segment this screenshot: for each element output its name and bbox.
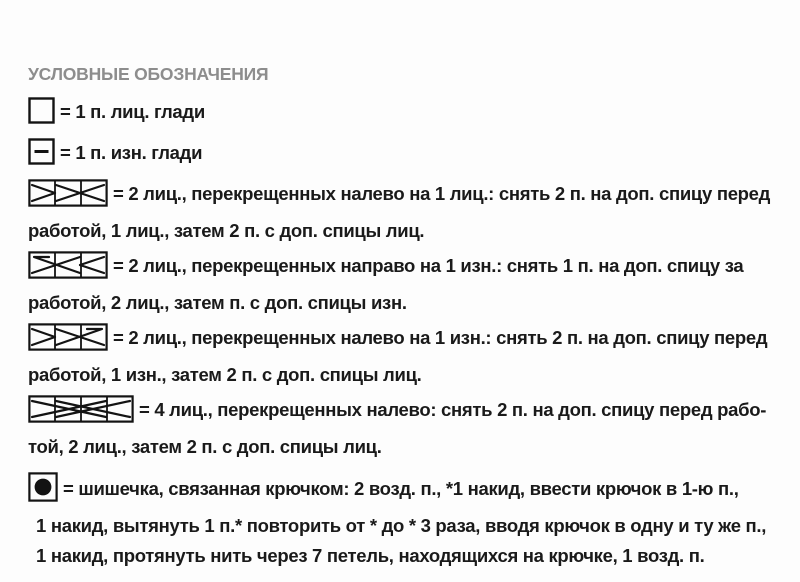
entry-line: 1 накид, вытянуть 1 п.* повторить от * до * 3 раза, вводя крючок в одну и ту же п., bbox=[36, 515, 767, 536]
entry-text: = 1 п. лиц. глади bbox=[60, 101, 205, 122]
entry-line bbox=[28, 251, 784, 288]
entry-line: работой, 1 лиц., затем 2 п. с доп. спицы лиц. bbox=[28, 220, 425, 241]
cable-4-left-icon bbox=[28, 395, 134, 432]
entry-line: 1 накид, протянуть нить через 7 петель, находящихся на крючке, 1 возд. п. bbox=[36, 545, 705, 566]
legend-entry-cable-2-left-knit bbox=[28, 179, 784, 246]
entry-text: = 1 п. изн. глади bbox=[60, 142, 203, 163]
entry-line bbox=[28, 323, 784, 360]
entry-line: той, 2 лиц., затем 2 п. с доп. спицы лиц. bbox=[28, 436, 382, 457]
entry-text: = 2 лиц., перекрещенных налево на 1 изн.: снять 2 п. на доп. спицу перед bbox=[113, 327, 768, 348]
entry-line bbox=[28, 472, 784, 511]
legend-entry-cable-4-left bbox=[28, 395, 784, 462]
legend-entry-cable-2-right-purl bbox=[28, 251, 784, 318]
cable-2-right-over-1-purl-icon bbox=[28, 251, 108, 288]
entry-line: работой, 2 лиц., затем п. с доп. спицы изн. bbox=[28, 292, 407, 313]
entry-line bbox=[28, 138, 784, 174]
knit-stitch-square-icon bbox=[28, 97, 55, 133]
legend-entry-purl bbox=[28, 138, 784, 174]
bobble-crochet-dot-icon bbox=[28, 472, 58, 511]
legend-entry-bobble bbox=[28, 472, 784, 571]
entry-text: = 2 лиц., перекрещенных налево на 1 лиц.: снять 2 п. на доп. спицу перед bbox=[113, 183, 771, 204]
entry-text: = шишечка, связанная крючком: 2 возд. п., *1 накид, ввести крючок в 1-ю п., bbox=[63, 478, 739, 499]
legend-entry-knit bbox=[28, 97, 784, 133]
legend-content bbox=[28, 64, 784, 576]
cable-2-left-over-1-purl-icon bbox=[28, 323, 108, 360]
entry-text: = 4 лиц., перекрещенных налево: снять 2 п. на доп. спицу перед рабо- bbox=[139, 399, 767, 420]
cable-2-left-over-1-knit-icon bbox=[28, 179, 108, 216]
legend-title: УСЛОВНЫЕ ОБОЗНАЧЕНИЯ bbox=[28, 64, 269, 84]
entry-text: = 2 лиц., перекрещенных направо на 1 изн.: снять 1 п. на доп. спицу за bbox=[113, 255, 744, 276]
entry-line: работой, 1 изн., затем 2 п. с доп. спицы лиц. bbox=[28, 364, 422, 385]
legend-entry-cable-2-left-purl bbox=[28, 323, 784, 390]
purl-stitch-square-dash-icon bbox=[28, 138, 55, 174]
entry-line bbox=[28, 97, 784, 133]
entry-line bbox=[28, 179, 784, 216]
entry-line bbox=[28, 395, 784, 432]
